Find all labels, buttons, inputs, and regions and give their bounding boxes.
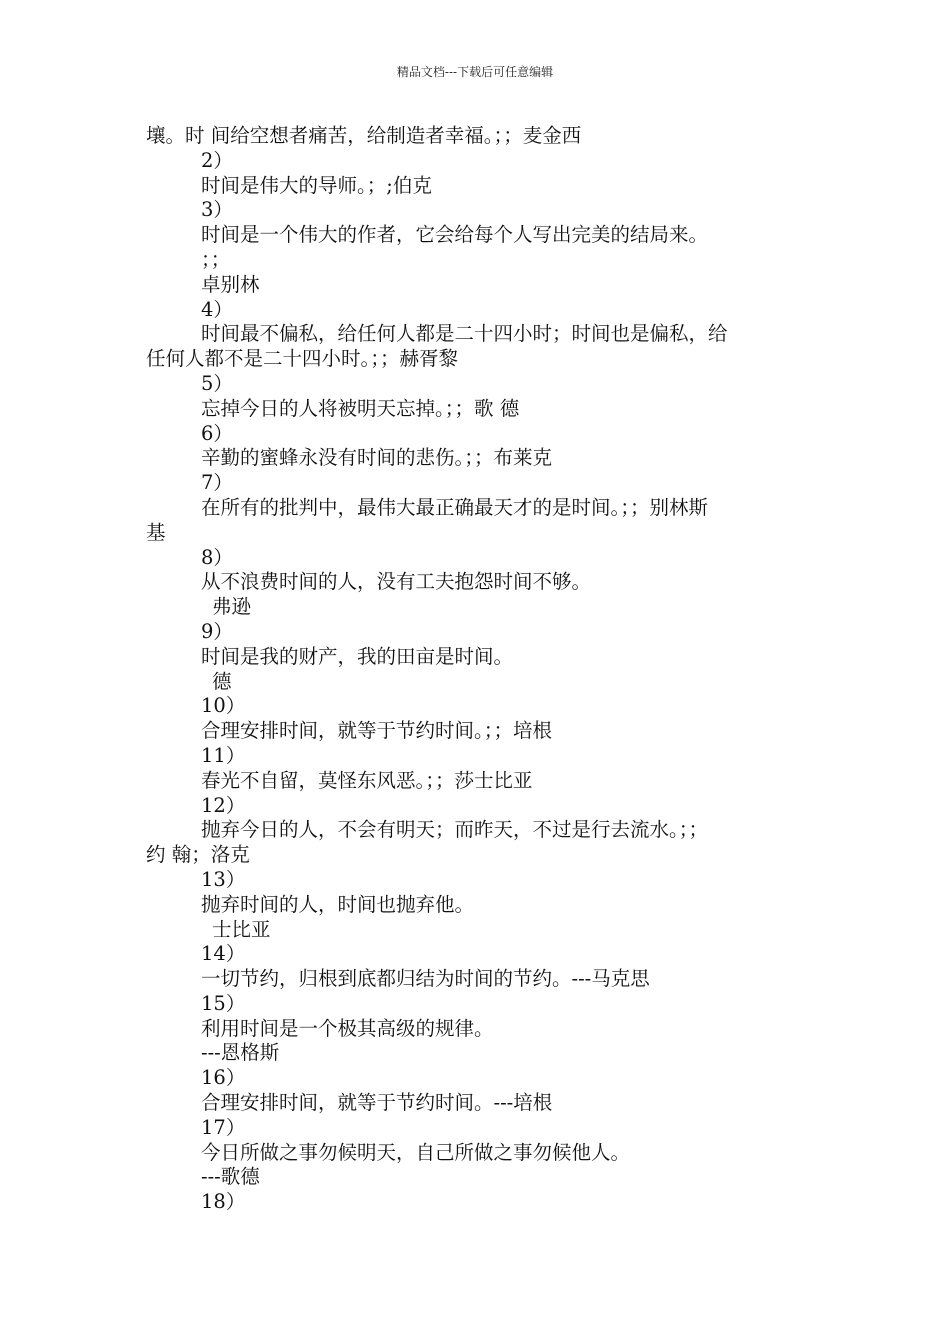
quote-number: 18） [201,1190,246,1214]
quote-number: 6） [201,421,233,445]
quote-text: 约 翰；洛克 [146,843,250,867]
quote-number: 3） [201,198,233,222]
quote-text: 春光不自留，莫怪东风恶。；；莎士比亚 [201,768,533,792]
quote-text: 抛弃时间的人，时间也抛弃他。 [201,892,475,916]
quote-text: 从不浪费时间的人，没有工夫抱怨时间不够。 [201,570,592,594]
quote-author: 士比亚 [212,917,271,941]
quote-text: 合理安排时间，就等于节约时间。---培根 [201,1091,553,1115]
quote-text: 时间最不偏私，给任何人都是二十四小时；时间也是偏私，给 [201,322,728,346]
quote-number: 4） [201,297,233,321]
quote-text: 在所有的批判中，最伟大最正确最天才的是时间。；；别林斯 [201,495,709,519]
quote-number: 14） [201,942,246,966]
quote-author: 德 [212,669,232,693]
quote-text: ；； [201,247,231,271]
quote-text: 基 [146,520,166,544]
quote-number: 15） [201,991,246,1015]
quote-number: 11） [201,743,246,767]
quote-number: 17） [201,1115,246,1139]
quote-text: 抛弃今日的人，不会有明天；而昨天，不过是行去流水。；； [201,818,709,842]
quote-text: 利用时间是一个极其高级的规律。 [201,1016,494,1040]
quote-author: 卓别林 [201,272,260,296]
quote-text: 今日所做之事勿候明天，自己所做之事勿候他人。 [201,1140,631,1164]
quote-number: 2） [201,148,233,172]
quote-text: 忘掉今日的人将被明天忘掉。；；歌 德 [201,396,520,420]
quote-text: 时间是一个伟大的作者，它会给每个人写出完美的结局来。 [201,223,709,247]
quote-number: 7） [201,471,233,495]
quote-number: 10） [201,694,246,718]
quote-number: 16） [201,1066,246,1090]
quote-list [146,124,816,1215]
text-line: 壤。时 间给空想者痛苦，给制造者幸福。；；麦金西 [146,124,582,147]
quote-text: 任何人都不是二十四小时。；；赫胥黎 [146,347,459,371]
quote-number: 9） [201,619,233,643]
quote-text: 辛勤的蜜蜂永没有时间的悲伤。；；布莱克 [201,446,553,470]
quote-text: 一切节约，归根到底都归结为时间的节约。---马克思 [201,967,650,991]
quote-text: 时间是我的财产，我的田亩是时间。 [201,644,514,668]
page-header: 精品文档---下载后可任意编辑 [396,65,554,79]
quote-text: 合理安排时间，就等于节约时间。；；培根 [201,719,553,743]
quote-number: 8） [201,545,233,569]
quote-number: 12） [201,793,246,817]
quote-author: ---歌德 [201,1165,260,1189]
quote-number: 5） [201,371,233,395]
quote-text: 时间是伟大的导师。；;伯克 [201,173,432,197]
quote-author: ---恩格斯 [201,1041,280,1065]
quote-author: 弗逊 [212,595,252,619]
quote-number: 13） [201,867,246,891]
